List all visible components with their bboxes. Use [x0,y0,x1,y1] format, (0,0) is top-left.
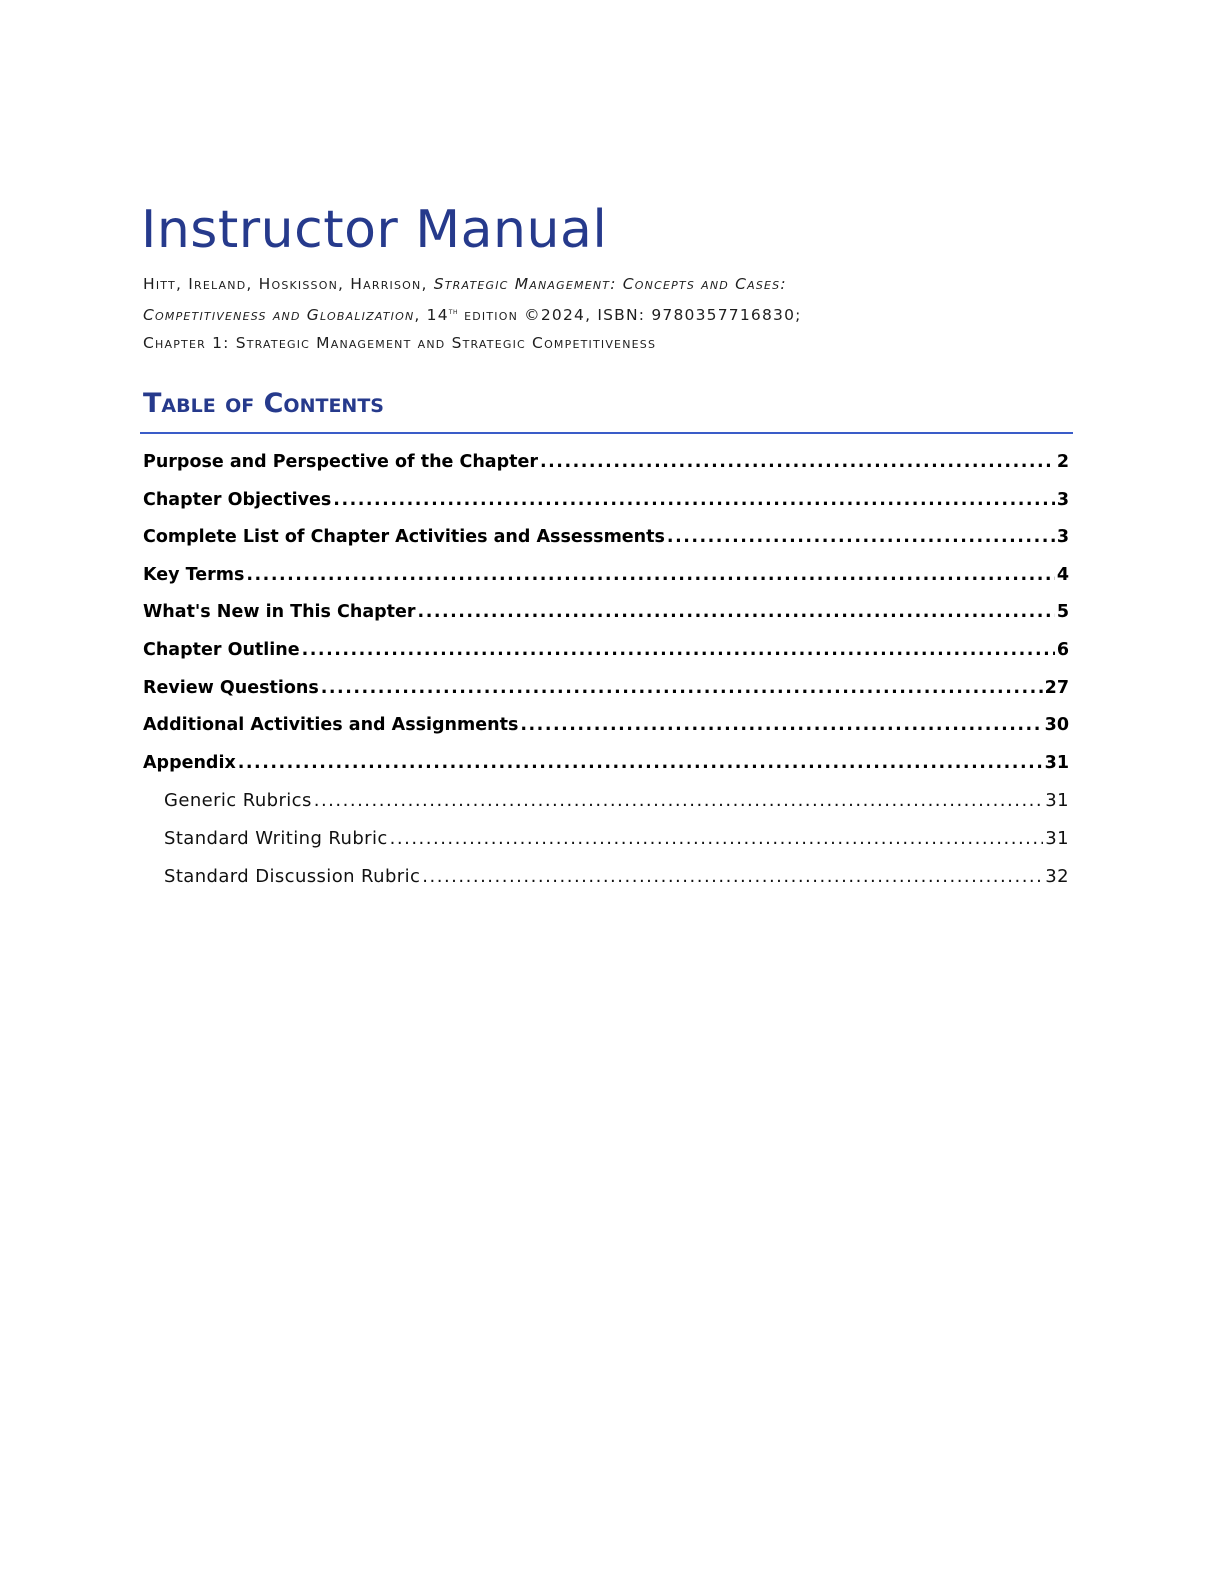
toc-heading: Table of Contents [143,388,384,419]
toc-entry-label: What's New in This Chapter [143,602,416,623]
subtitle-authors: Hitt, Ireland, Hoskisson, Harrison, [143,275,434,293]
toc-entry-label: Standard Discussion Rubric [164,865,421,887]
toc-entry-generic-rubrics[interactable] [143,782,1069,820]
subtitle-chapter: Chapter 1: Strategic Management and Strategic Competitiveness [143,334,657,353]
toc-entry-label: Key Terms [143,564,245,585]
toc-entry-chapter-objectives[interactable] [143,482,1069,520]
subtitle-line-1 [143,270,1083,298]
toc-entry-label: Generic Rubrics [164,790,312,812]
toc-dot-leader [302,632,1055,670]
subtitle-edition-isbn: edition ©2024, ISBN: 9780357716830; [457,306,802,325]
toc-entry-page: 3 [1056,489,1069,510]
toc-entry-label: Complete List of Chapter Activities and Assessments [143,527,665,548]
toc-entry-label: Appendix [143,752,236,773]
toc-dot-leader [520,707,1042,745]
toc-entry-label: Review Questions [143,677,319,698]
toc-dot-leader [418,594,1055,632]
toc-entry-page: 31 [1044,752,1069,773]
toc-entry-activities-and-assessments[interactable] [143,519,1069,557]
table-of-contents [143,444,1069,895]
toc-dot-leader [246,557,1054,595]
subtitle-book-title-part-2: Competitiveness and Globalization [143,306,415,325]
toc-entry-page: 31 [1045,827,1069,849]
toc-dot-leader [321,670,1043,708]
toc-entry-label: Standard Writing Rubric [164,827,388,849]
toc-entry-standard-writing-rubric[interactable] [143,820,1069,858]
toc-entry-page: 6 [1056,639,1069,660]
toc-dot-leader [390,820,1044,858]
toc-entry-key-terms[interactable] [143,557,1069,595]
toc-entry-page: 30 [1044,715,1069,736]
toc-entry-page: 3 [1056,527,1069,548]
toc-entry-standard-discussion-rubric[interactable] [143,858,1069,896]
toc-entry-page: 5 [1056,602,1069,623]
subtitle-book-title-part-1: Strategic Management: Concepts and Cases: [433,275,787,293]
toc-dot-leader [667,519,1055,557]
toc-entry-label: Chapter Outline [143,639,300,660]
toc-entry-purpose-and-perspective[interactable] [143,444,1069,482]
toc-dot-leader [422,858,1043,896]
toc-entry-label: Additional Activities and Assignments [143,715,519,736]
toc-entry-whats-new[interactable] [143,594,1069,632]
toc-dot-leader [238,745,1043,783]
toc-entry-chapter-outline[interactable] [143,632,1069,670]
toc-entry-review-questions[interactable] [143,670,1069,708]
subtitle-edition-number: , 14 [414,306,449,325]
toc-entry-page: 4 [1056,564,1069,585]
toc-entry-page: 31 [1045,790,1069,812]
toc-entry-page: 32 [1045,865,1069,887]
toc-entry-label: Chapter Objectives [143,489,332,510]
toc-entry-page: 2 [1056,452,1069,472]
toc-entry-additional-activities[interactable] [143,707,1069,745]
toc-divider [140,432,1073,434]
toc-dot-leader [314,782,1044,820]
toc-dot-leader [333,482,1055,520]
subtitle-edition-suffix: th [448,307,458,317]
toc-dot-leader [540,444,1055,482]
toc-entry-appendix[interactable] [143,745,1069,783]
toc-entry-page: 27 [1044,677,1069,698]
document-subtitle [143,270,1083,357]
document-title: Instructor Manual [141,200,608,260]
subtitle-line-2 [143,298,1083,329]
toc-entry-label: Purpose and Perspective of the Chapter [143,452,538,472]
